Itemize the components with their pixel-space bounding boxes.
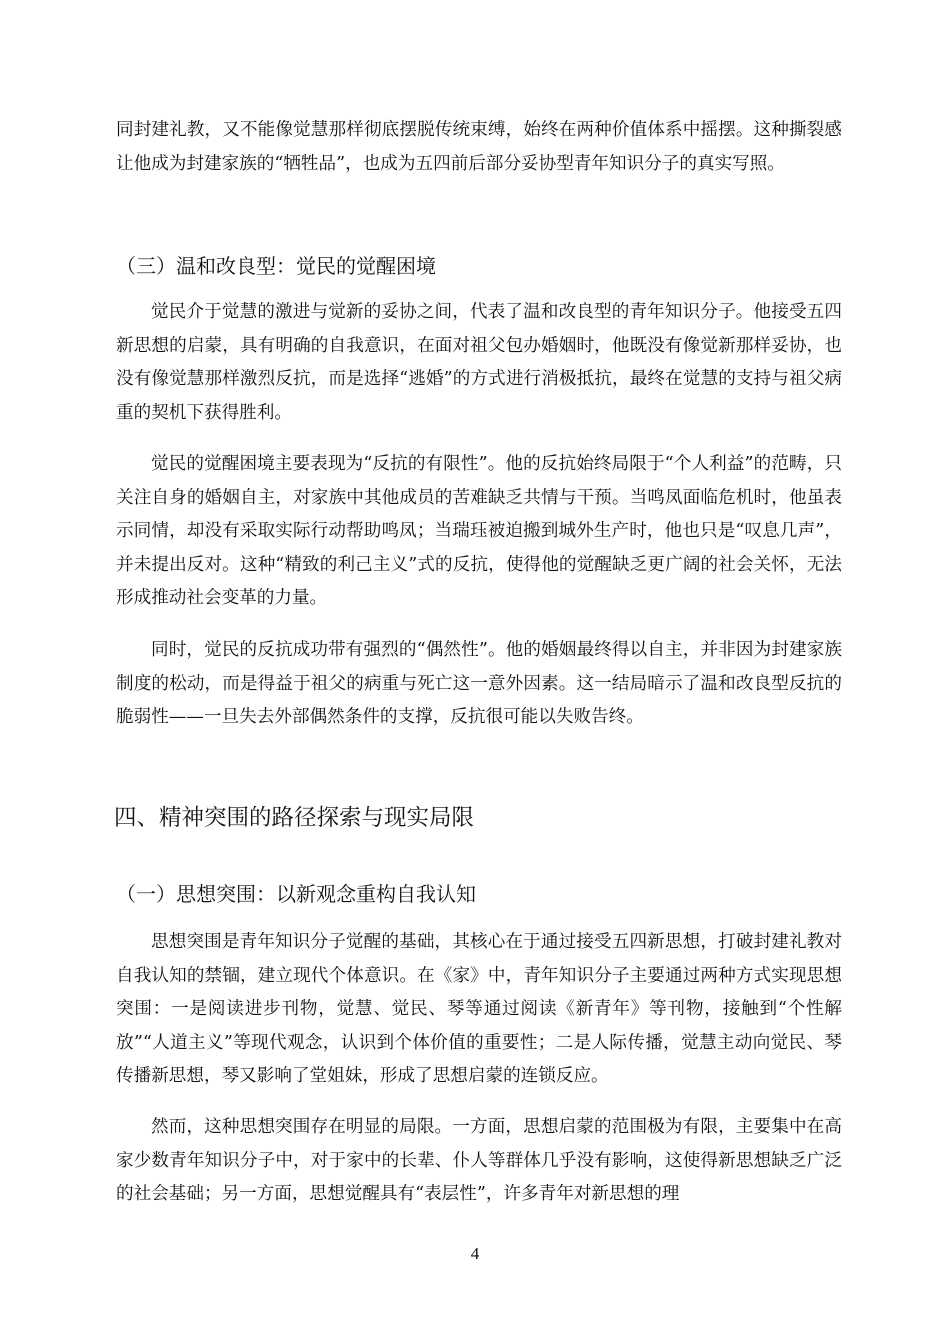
subsection-heading: （一）思想突围：以新观念重构自我认知 — [116, 882, 476, 906]
body-paragraph: 同封建礼教，又不能像觉慧那样彻底摆脱传统束缚，始终在两种价值体系中摇摆。这种撕裂感让他成为封建家族的“牺牲品”，也成为五四前后部分妥协型青年知识分子的真实写照。 — [116, 120, 842, 174]
body-paragraph: 觉民的觉醒困境主要表现为“反抗的有限性”。他的反抗始终局限于“个人利益”的范畴，只关注自身的婚姻自主，对家族中其他成员的苦难缺乏共情与干预。当鸣凤面临危机时，他虽表示同情，却没有采取实际行动帮助鸣凤；当瑞珏被迫搬到城外生产时，他也只是“叹息几声”，并未提出反对。这种“精致的利己主义”式的反抗，使得他的觉醒缺乏更广阔的社会关怀，无法形成推动社会变革的力量。 — [116, 454, 842, 609]
page-number: 4 — [470, 1244, 480, 1263]
body-paragraph: 同时，觉民的反抗成功带有强烈的“偶然性”。他的婚姻最终得以自主，并非因为封建家族制度的松动，而是得益于祖父的病重与死亡这一意外因素。这一结局暗示了温和改良型反抗的脆弱性——一旦失去外部偶然条件的支撑，反抗很可能以失败告终。 — [116, 640, 842, 728]
body-paragraph: 觉民介于觉慧的激进与觉新的妥协之间，代表了温和改良型的青年知识分子。他接受五四新思想的启蒙，具有明确的自我意识，在面对祖父包办婚姻时，他既没有像觉新那样妥协，也没有像觉慧那样激烈反抗，而是选择“逃婚”的方式进行消极抵抗，最终在觉慧的支持与祖父病重的契机下获得胜利。 — [116, 302, 842, 423]
section-heading: 四、精神突围的路径探索与现实局限 — [114, 805, 475, 831]
subsection-heading: （三）温和改良型：觉民的觉醒困境 — [116, 254, 436, 278]
body-paragraph: 然而，这种思想突围存在明显的局限。一方面，思想启蒙的范围极为有限，主要集中在高家少数青年知识分子中，对于家中的长辈、仆人等群体几乎没有影响，这使得新思想缺乏广泛的社会基础；另一方面，思想觉醒具有“表层性”，许多青年对新思想的理 — [116, 1117, 842, 1205]
body-paragraph: 思想突围是青年知识分子觉醒的基础，其核心在于通过接受五四新思想，打破封建礼教对自我认知的禁锢，建立现代个体意识。在《家》中，青年知识分子主要通过两种方式实现思想突围：一是阅读进步刊物，觉慧、觉民、琴等通过阅读《新青年》等刊物，接触到“个性解放”“人道主义”等现代观念，认识到个体价值的重要性；二是人际传播，觉慧主动向觉民、琴传播新思想，琴又影响了堂姐妹，形成了思想启蒙的连锁反应。 — [116, 932, 842, 1087]
